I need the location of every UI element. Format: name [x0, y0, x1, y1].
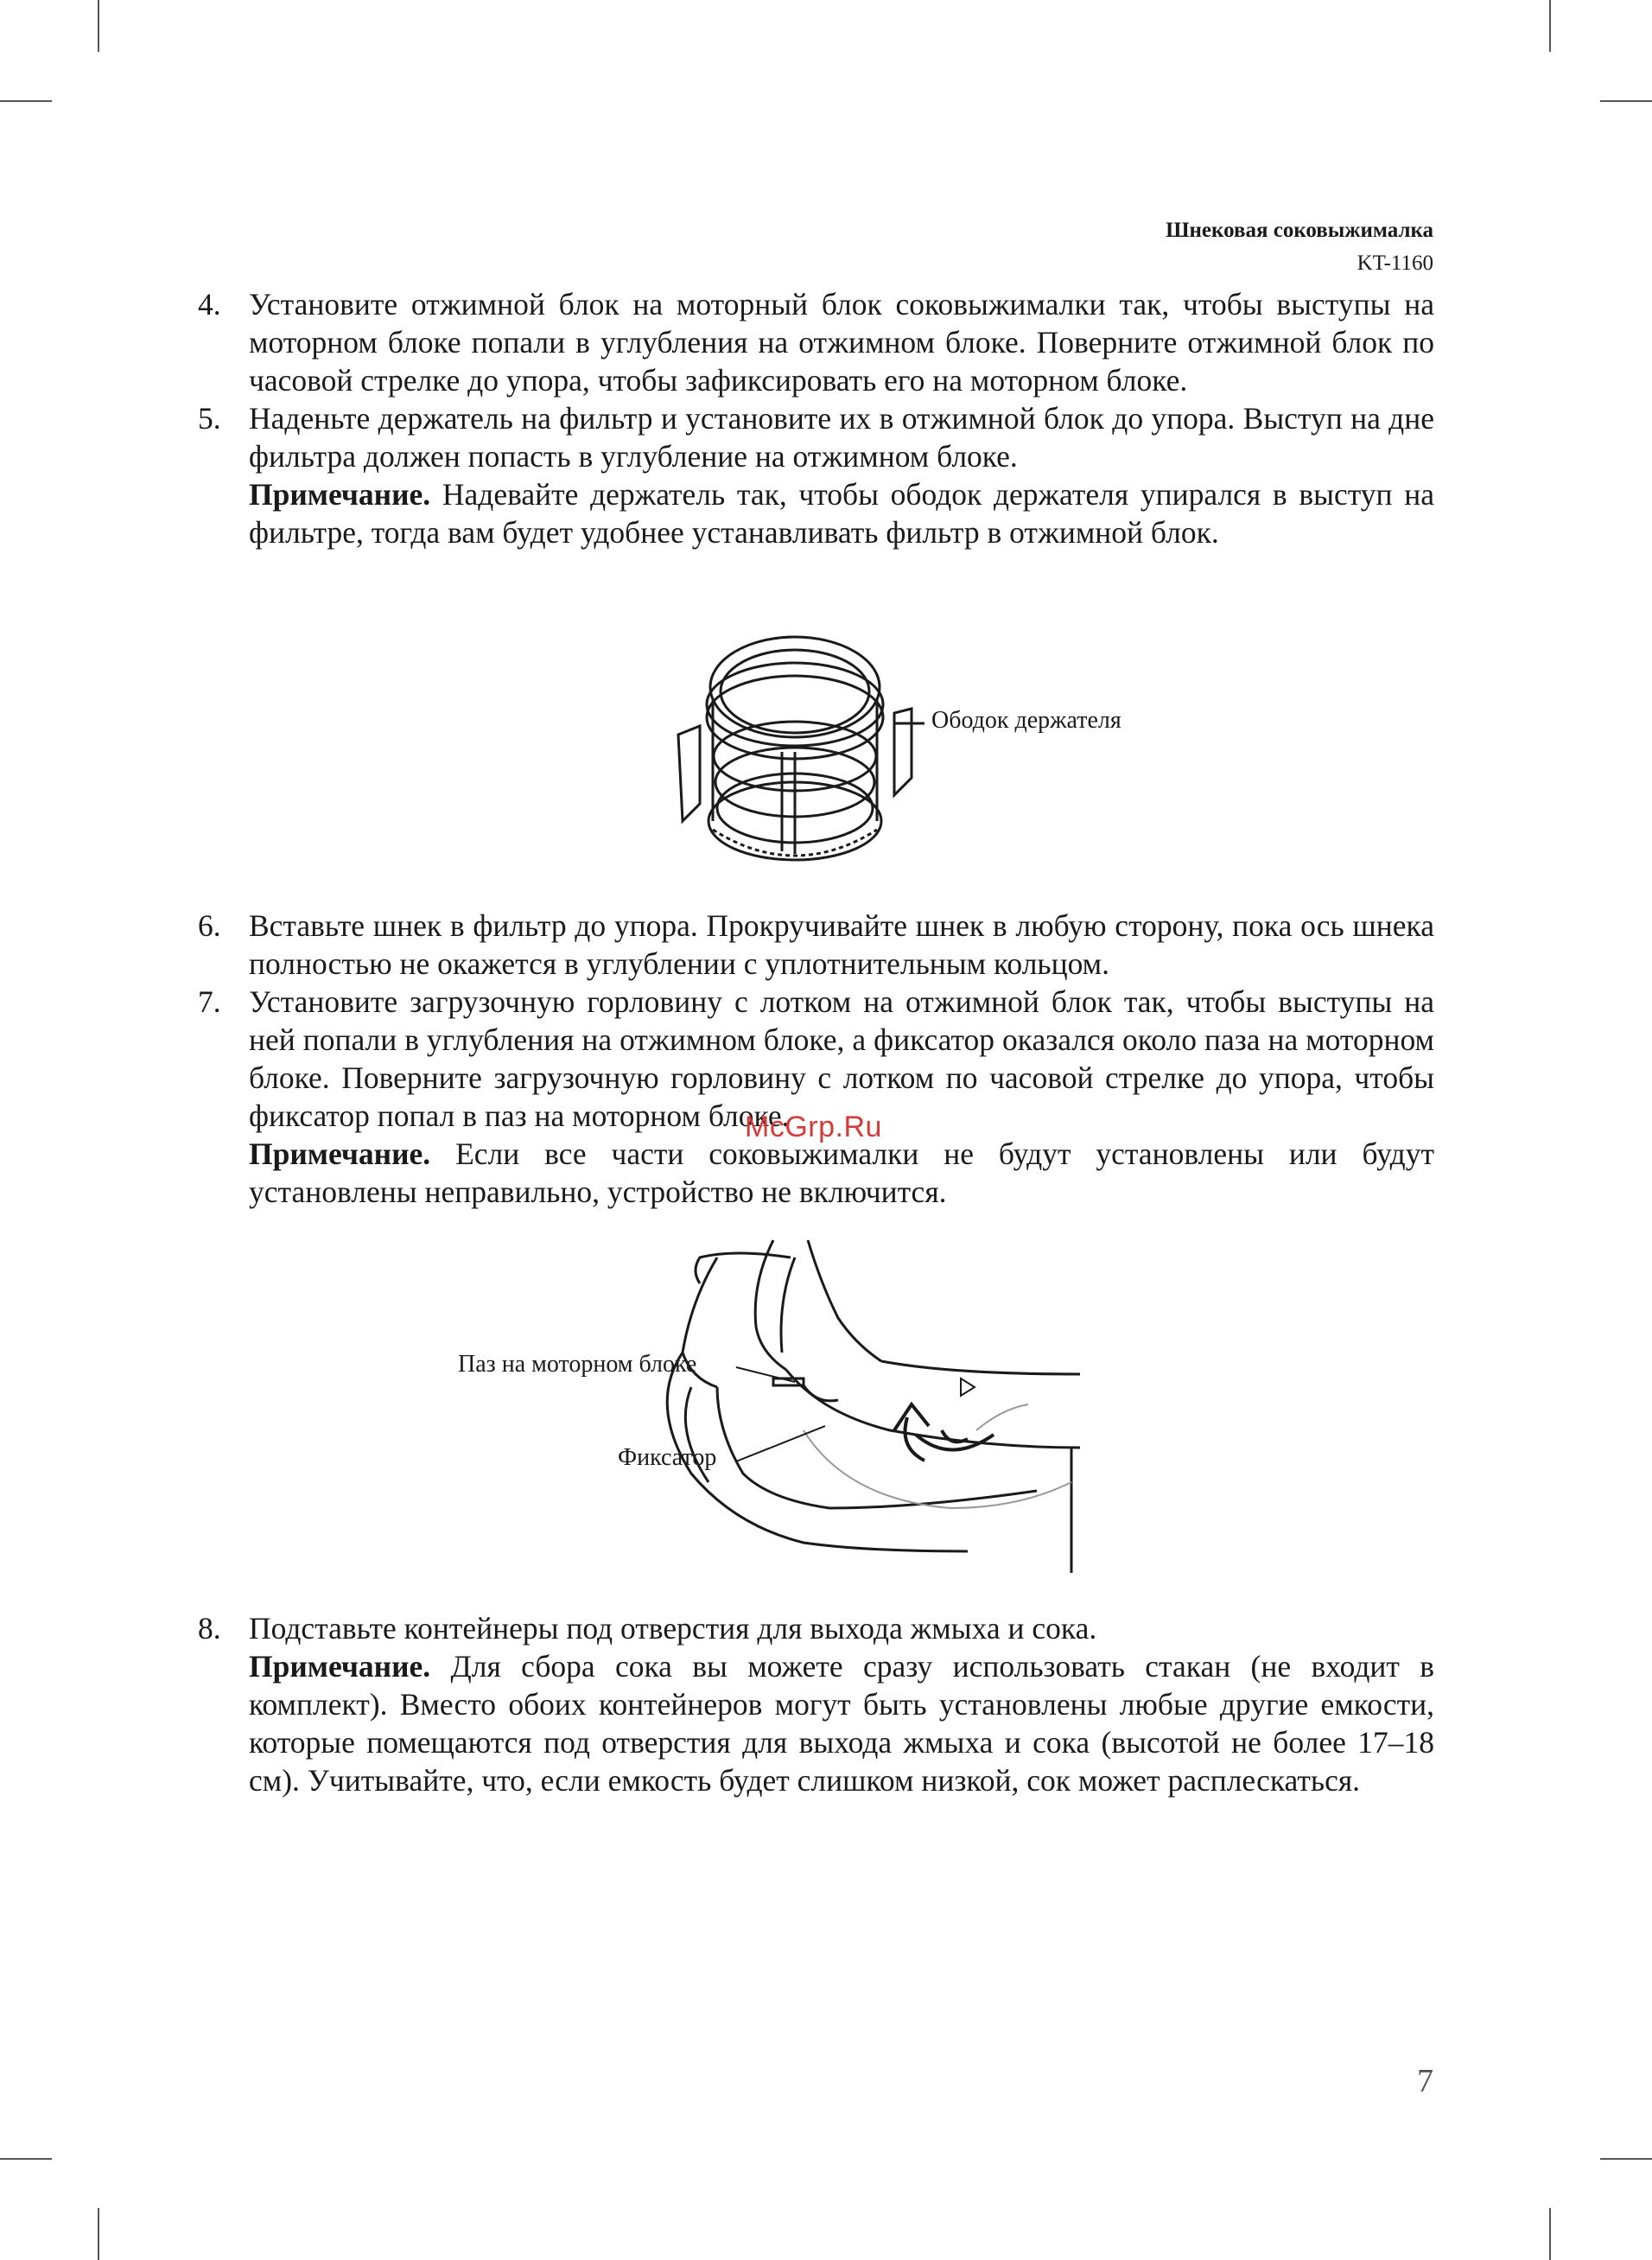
- note-text: Надевайте держатель так, чтобы ободок держателя упирался в выступ на фильтре, тогда вам будет удобнее устанавливать фильтр в отжимной блок.: [249, 477, 1434, 550]
- figure-label-slot: Паз на моторном блоке: [458, 1351, 697, 1378]
- step-number: 6.: [198, 908, 221, 943]
- figure-filter-holder: [665, 622, 1184, 882]
- step-number: 5.: [198, 401, 221, 436]
- running-header: [1166, 214, 1433, 280]
- step-note: [249, 475, 1434, 551]
- filter-holder-illustration: [665, 622, 1184, 882]
- figure-label-latch: Фиксатор: [618, 1444, 717, 1471]
- figure-label-rim: Ободок держателя: [931, 707, 1121, 734]
- step-item: [192, 285, 1434, 399]
- steps-block-a: [192, 285, 1434, 551]
- step-item: [192, 399, 1434, 551]
- step-text: Установите загрузочную горловину с лотком на отжимной блок так, чтобы выступы на ней попали в углубления на отжимном блоке, а фиксатор оказался около паза на моторном блоке. Поверните загрузочную горловину с лотком по часовой стрелке до упора, чтобы фиксатор попал в паз на моторном блоке.: [249, 984, 1434, 1133]
- step-item: [192, 1609, 1434, 1799]
- crop-mark: [1549, 2208, 1551, 2260]
- note-label: Примечание.: [249, 1136, 431, 1171]
- note-label: Примечание.: [249, 477, 431, 512]
- steps-block-b: [192, 907, 1434, 1211]
- crop-mark: [1600, 2158, 1652, 2160]
- steps-block-c: [192, 1609, 1434, 1799]
- step-text: Наденьте держатель на фильтр и установите их в отжимной блок до упора. Выступ на дне фильтра должен попасть в углубление на отжимном блоке.: [249, 401, 1434, 474]
- slot-latch-illustration: [432, 1232, 1106, 1577]
- crop-mark: [98, 2208, 99, 2260]
- step-text: Подставьте контейнеры под отверстия для выхода жмыха и сока.: [249, 1611, 1097, 1646]
- crop-mark: [98, 0, 99, 52]
- header-model: KT-1160: [1357, 251, 1433, 275]
- crop-mark: [0, 2158, 52, 2160]
- page-number: 7: [1417, 2063, 1433, 2099]
- header-title: Шнековая соковыжималка: [1166, 219, 1433, 242]
- crop-mark: [1549, 0, 1551, 52]
- step-item: [192, 907, 1434, 983]
- step-number: 7.: [198, 984, 221, 1019]
- step-number: 8.: [198, 1611, 221, 1646]
- note-text: Для сбора сока вы можете сразу использовать стакан (не входит в комплект). Вместо обоих контейнеров могут быть установлены любые другие емкости, которые помещаются под отверстия для выхода жмыха и сока (высотой не более 17–18 см). Учитывайте, что, если емкость будет слишком низкой, сок может расплескаться.: [249, 1649, 1434, 1798]
- step-item: [192, 983, 1434, 1211]
- crop-mark: [1600, 100, 1652, 102]
- step-note: [249, 1135, 1434, 1211]
- step-number: 4.: [198, 287, 221, 321]
- note-label: Примечание.: [249, 1649, 431, 1684]
- step-text: Вставьте шнек в фильтр до упора. Прокручивайте шнек в любую сторону, пока ось шнека полностью не окажется в углублении с уплотнительным кольцом.: [249, 908, 1434, 981]
- note-text: Если все части соковыжималки не будут установлены или будут установлены неправильно, устройство не включится.: [249, 1136, 1434, 1209]
- watermark: McGrp.Ru: [745, 1111, 882, 1143]
- crop-mark: [0, 100, 52, 102]
- step-text: Установите отжимной блок на моторный блок соковыжималки так, чтобы выступы на моторном блоке попали в углубления на отжимном блоке. Поверните отжимной блок по часовой стрелке до упора, чтобы зафиксировать его на моторном блоке.: [249, 287, 1434, 398]
- figure-slot-latch: [432, 1232, 1106, 1577]
- step-note: [249, 1647, 1434, 1799]
